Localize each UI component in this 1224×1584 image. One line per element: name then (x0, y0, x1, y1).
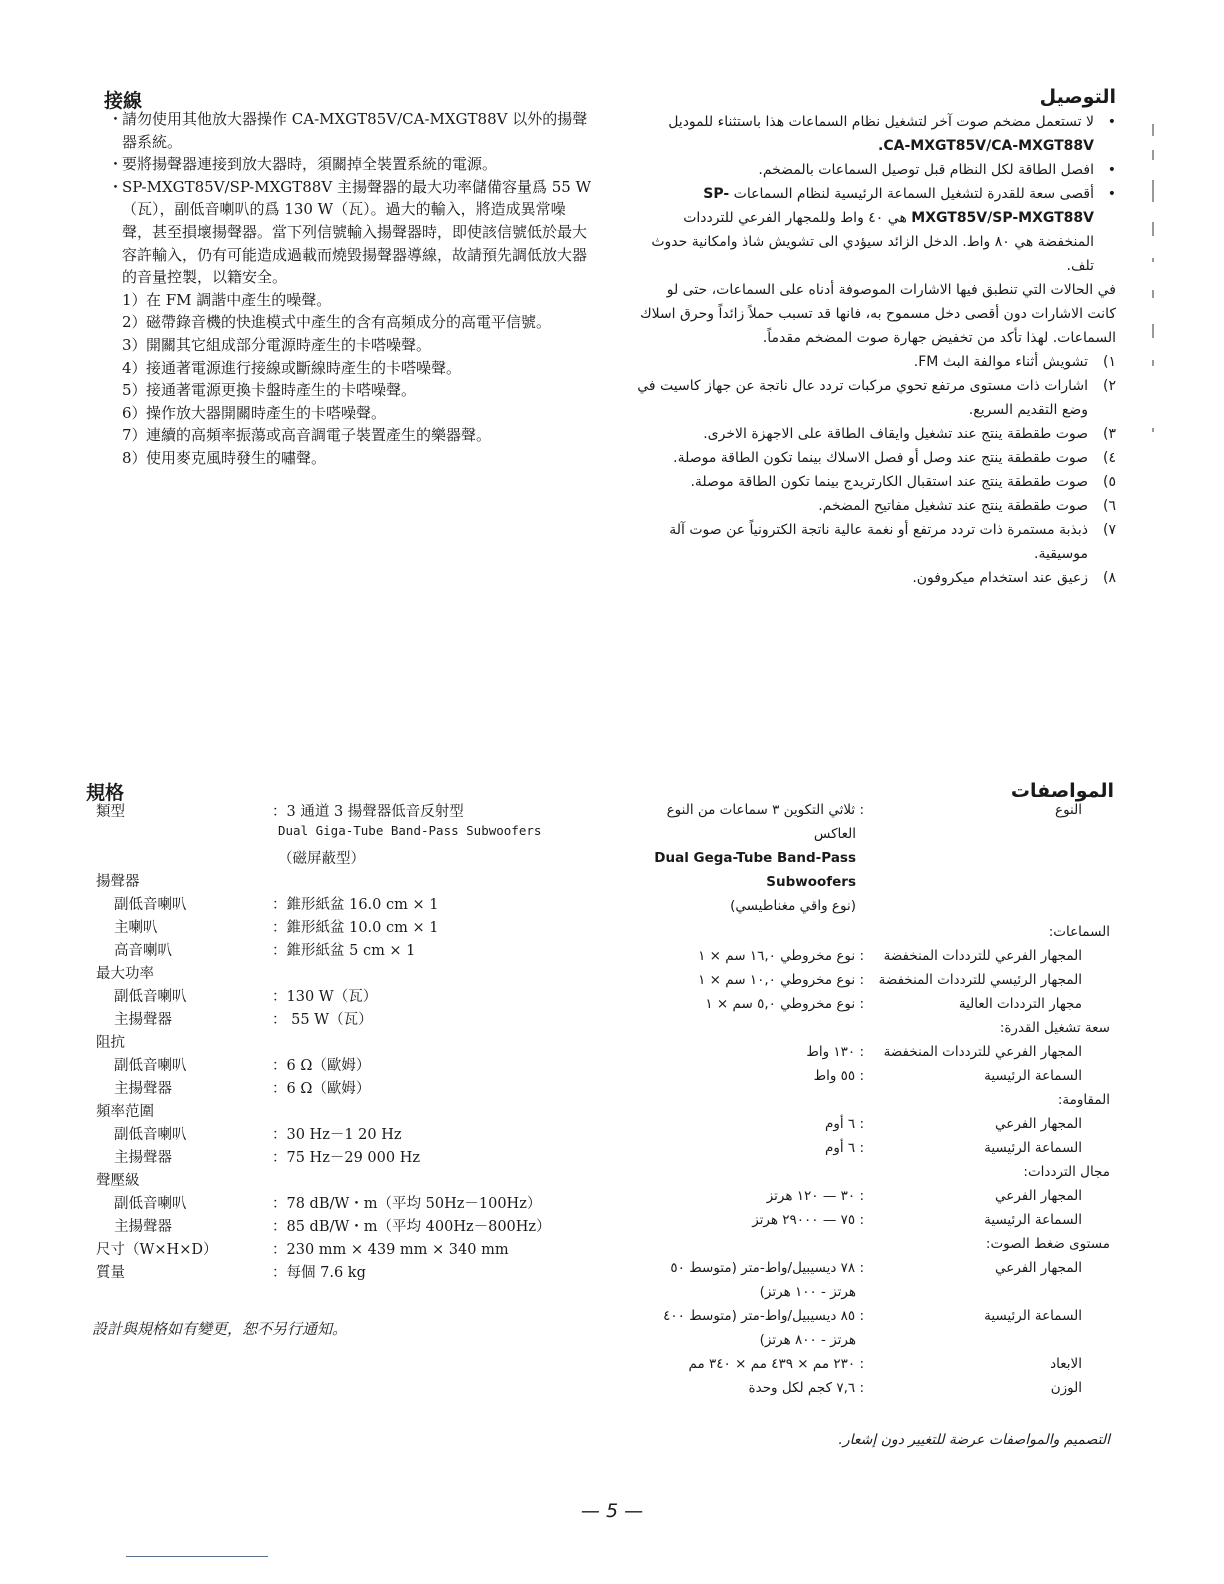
list-item: ٥) صوت طقطقة ينتج عند استقبال الكارتريدج بينما تكون الطاقة موصلة. (690, 474, 1116, 490)
spec-value: : ٧٥ — ٢٩٠٠٠ هرتز (752, 1212, 864, 1228)
spec-label: 副低音喇叭 (114, 1127, 187, 1143)
list-item: 8） 使用麥克風時發生的嘯聲。 (122, 448, 327, 467)
spec-value: : ٧٨ ديسيبيل/واط-متر (متوسط ٥٠ (670, 1260, 864, 1276)
spec-value: ：每個 7.6 kg (272, 1265, 366, 1281)
list-item: ٣) صوت طقطقة ينتج عند تشغيل وايقاف الطاقة على الاجهزة الاخرى. (703, 426, 1116, 442)
spec-label: النوع (1055, 802, 1082, 818)
spec-label: مستوى ضغط الصوت: (985, 1236, 1110, 1252)
spec-value: ：75 Hz－29 000 Hz (272, 1150, 420, 1166)
specs-table-zh (96, 800, 596, 1320)
list-item: ١) تشويش أثناء موالفة البث FM. (913, 354, 1116, 370)
spec-label: 最大功率 (96, 966, 154, 982)
spec-label: 頻率范圍 (96, 1104, 154, 1120)
connection-paragraph-ar: في الحالات التي تنطبق فيها الاشارات الموصوفة أدناه على السماعات، حتى لو كانت الاشارات دون أقصى دخل مسموح به، فانها قد تسبب حملاً زائداً وحرق اسلاك السماعات. لهذا تأكد من تخفيض جهارة صوت المضخم مقدماً. (640, 282, 1116, 346)
footer-rule (126, 1556, 268, 1557)
spec-value: ：6 Ω（歐姆） (272, 1081, 371, 1097)
spec-value: : ٨٥ ديسيبيل/واط-متر (متوسط ٤٠٠ (663, 1308, 864, 1324)
spec-label: السماعة الرئيسية (984, 1212, 1082, 1228)
list-item: ٢) اشارات ذات مستوى مرتفع تحوي مركبات تردد عال ناتجة عن جهاز كاسيت في وضع التقديم السريع. (637, 378, 1116, 418)
list-item: 4） 接通著電源進行接線或斷線時產生的卡嗒噪聲。 (122, 358, 462, 377)
list-item: 2） 磁帶錄音機的快進模式中產生的含有高頻成分的高電平信號。 (122, 313, 552, 332)
connection-body-zh (108, 108, 593, 470)
spec-value: : ٣٠ — ١٢٠ هرتز (766, 1188, 864, 1204)
spec-label: السماعات: (1048, 924, 1110, 940)
bullet-item: • افصل الطاقة لكل النظام قبل توصيل السماعات بالمضخم. (758, 162, 1116, 178)
spec-label: المجهار الفرعي (995, 1260, 1082, 1276)
spec-value: : نوع مخروطي ١٠,٠ سم × ١ (698, 972, 864, 988)
spec-value: Dual Giga-Tube Band-Pass Subwoofers (278, 823, 542, 838)
spec-value: Dual Gega-Tube Band-Pass (654, 850, 856, 866)
list-item: 3） 開關其它組成部分電源時產生的卡嗒噪聲。 (122, 335, 432, 354)
spec-label: الوزن (1050, 1380, 1082, 1396)
spec-label: 類型 (96, 804, 125, 820)
spec-value: : ١٣٠ واط (806, 1044, 864, 1060)
list-item: ٧) ذبذبة مستمرة ذات تردد مرتفع أو نغمة عالية ناتجة الكترونياً عن صوت آلة موسيقية. (669, 522, 1116, 562)
list-item: 6） 操作放大器開關時產生的卡嗒噪聲。 (122, 403, 387, 422)
bullet-item: ・ 要將揚聲器連接到放大器時，須關掉全裝置系統的電源。 (108, 155, 498, 174)
spec-value: هرتز - ٨٠٠ هرتز) (759, 1332, 856, 1348)
spec-label: 高音喇叭 (114, 943, 172, 959)
list-item: 7） 連續的高頻率振蕩或高音調電子裝置產生的樂器聲。 (122, 426, 492, 445)
spec-label: الابعاد (1050, 1356, 1082, 1372)
spec-value: هرتز - ١٠٠ هرتز) (759, 1284, 856, 1300)
specs-title-zh: 規格 (86, 782, 125, 804)
spec-label: 聲壓級 (96, 1173, 140, 1189)
bullet-item: • أقصى سعة للقدرة لتشغيل السماعة الرئيسية لنظام السماعات SP-MXGT85V/SP-MXGT88V هي ٤٠ واط وللمجهار الفرعي للترددات المنخفضة هي ٨٠ واط. الدخل الزائد سيؤدي الى تشويش شاذ وامكانية حدوث تلف. (651, 186, 1116, 274)
spec-label: 尺寸（W×H×D） (96, 1242, 218, 1258)
spec-label: المقاومة: (1057, 1092, 1110, 1108)
spec-label: 主揚聲器 (114, 1081, 172, 1097)
spec-label: سعة تشغيل القدرة: (999, 1020, 1110, 1036)
spec-value: ：85 dB/W・m（平均 400Hz－800Hz） (272, 1219, 551, 1235)
spec-label: المجهار الفرعي للترددات المنخفضة (883, 1044, 1082, 1060)
spec-label: 副低音喇叭 (114, 1058, 187, 1074)
spec-value: ：78 dB/W・m（平均 50Hz－100Hz） (272, 1196, 542, 1212)
spec-value: ：錐形紙盆 10.0 cm × 1 (272, 920, 439, 936)
page-number: — 5 — (580, 1500, 644, 1522)
spec-value: ：130 W（瓦） (272, 989, 378, 1005)
spec-value: ： 55 W（瓦） (272, 1012, 373, 1028)
bullet-item: ・ SP-MXGT85V/SP-MXGT88V 主揚聲器的最大功率儲備容量爲 55 W（瓦），副低音喇叭的爲 130 W（瓦）。過大的輸入，將造成異常噪聲，甚至損壞揚聲器。當下列信號輸入揚聲器時，即使該信號低於最大容許輸入，仍有可能造成過載而燒毀揚聲器導線，故請預先調低放大器的音量控製，以籍安全。 (108, 177, 591, 287)
spec-label: 主揚聲器 (114, 1219, 172, 1235)
spec-value: ：錐形紙盆 16.0 cm × 1 (272, 897, 439, 913)
spec-value: ：6 Ω（歐姆） (272, 1058, 371, 1074)
spec-value: : ٦ أوم (824, 1140, 864, 1156)
spec-value: : ٢٣٠ مم × ٤٣٩ مم × ٣٤٠ مم (688, 1356, 864, 1372)
spec-value: Subwoofers (766, 874, 856, 890)
list-item: 5） 接通著電源更換卡盤時產生的卡嗒噪聲。 (122, 381, 417, 400)
spec-value: ：3 通道 3 揚聲器低音反射型 (272, 804, 464, 820)
spec-label: 副低音喇叭 (114, 1196, 187, 1212)
spec-value: （磁屏蔽型） (278, 851, 365, 867)
specs-table-ar (602, 802, 1110, 1402)
spec-label: 副低音喇叭 (114, 989, 187, 1005)
spec-value: (نوع واقي مغناطيسي) (730, 898, 856, 914)
spec-value: : نوع مخروطي ٥,٠ سم × ١ (705, 996, 864, 1012)
spec-label: 主揚聲器 (114, 1150, 172, 1166)
spec-label: مجال الترددات: (1023, 1164, 1110, 1180)
spec-value: : ثلاثي التكوين ٣ سماعات من النوع (666, 802, 864, 818)
spec-value: : نوع مخروطي ١٦,٠ سم × ١ (698, 948, 864, 964)
spec-value: ：錐形紙盆 5 cm × 1 (272, 943, 416, 959)
specs-title-ar: المواصفات (1010, 780, 1114, 802)
bullet-item: ・ 請勿使用其他放大器操作 CA-MXGT85V/CA-MXGT88V 以外的揚聲器系統。 (108, 110, 588, 151)
list-item: 1） 在 FM 調諧中產生的噪聲。 (122, 290, 332, 309)
spec-label: السماعة الرئيسية (984, 1068, 1082, 1084)
spec-label: 副低音喇叭 (114, 897, 187, 913)
spec-label: 主揚聲器 (114, 1012, 172, 1028)
bullet-item: • لا تستعمل مضخم صوت آخر لتشغيل نظام السماعات هذا باستثناء للموديل .CA-MXGT85V/CA-MXGT88V (668, 114, 1116, 154)
connection-body-ar (636, 110, 1116, 590)
list-item: ٨) زعيق عند استخدام ميكروفون. (912, 570, 1116, 586)
spec-label: 質量 (96, 1265, 125, 1281)
list-item: ٤) صوت طقطقة ينتج عند وصل أو فصل الاسلاك بينما تكون الطاقة موصلة. (673, 450, 1116, 466)
spec-value: : ٦ أوم (824, 1116, 864, 1132)
spec-value: : ٥٥ واط (813, 1068, 864, 1084)
spec-value: ：230 mm × 439 mm × 340 mm (272, 1242, 509, 1258)
specs-notice-zh: 設計與規格如有變更，恕不另行通知。 (92, 1320, 348, 1338)
spec-label: المجهار الفرعي (995, 1188, 1082, 1204)
spec-value: : ٧,٦ كجم لكل وحدة (748, 1380, 864, 1396)
spec-label: السماعة الرئيسية (984, 1308, 1082, 1324)
spec-label: المجهار الفرعي للترددات المنخفضة (883, 948, 1082, 964)
specs-notice-ar: التصميم والمواصفات عرضة للتغيير دون إشعار. (838, 1432, 1110, 1448)
spec-label: السماعة الرئيسية (984, 1140, 1082, 1156)
spec-value: ：30 Hz－1 20 Hz (272, 1127, 402, 1143)
spec-label: مجهار الترددات العالية (958, 996, 1082, 1012)
spec-label: 揚聲器 (96, 874, 140, 890)
spec-label: 主喇叭 (114, 920, 158, 936)
spec-value: العاكس (813, 826, 856, 842)
connection-title-zh: 接線 (104, 90, 143, 112)
list-item: ٦) صوت طقطقة ينتج عند تشغيل مفاتيح المضخم. (818, 498, 1116, 514)
connection-title-ar: التوصيل (1039, 86, 1116, 108)
spec-label: 阻抗 (96, 1035, 125, 1051)
spec-label: المجهار الرئيسي للترددات المنخفضة (878, 972, 1082, 988)
spec-label: المجهار الفرعي (995, 1116, 1082, 1132)
